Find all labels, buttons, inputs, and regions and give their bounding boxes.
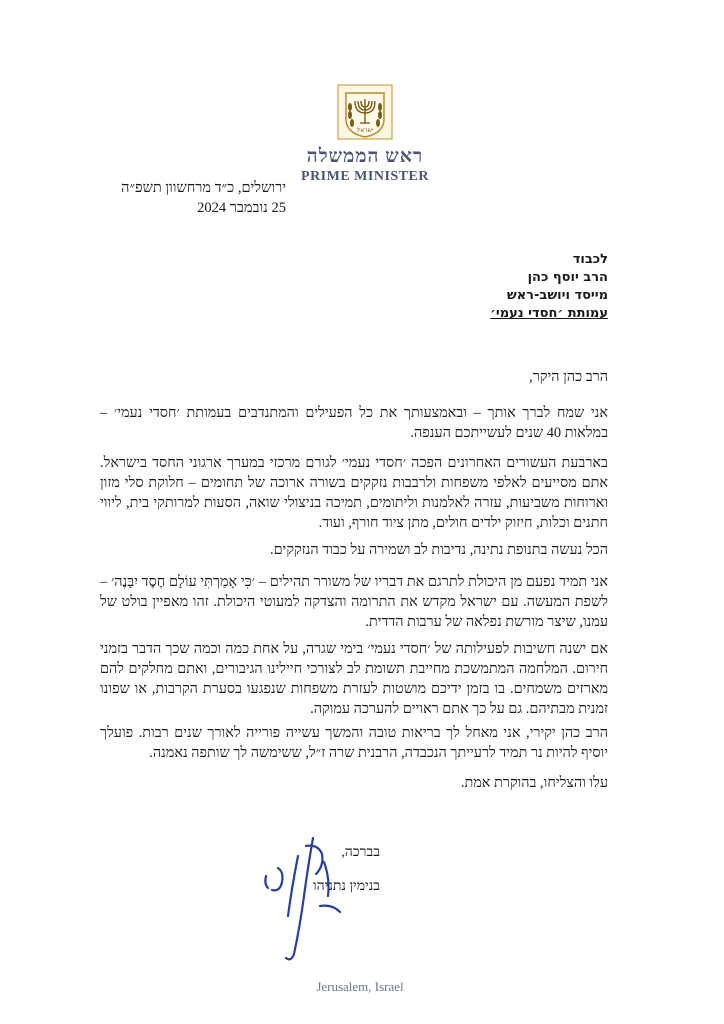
date-hebrew: ירושלים, כ״ד מרחשוון תשפ״ה xyxy=(121,180,286,196)
recipient-line-4: עמותת ׳חסדי נעמי׳ xyxy=(490,306,608,321)
paragraph-4: אני תמיד נפעם מן היכולת לתרגם את דבריו של משורר תהילים – ׳כִּי אָמַרְתִּי עוֹלָם חֶסֶד יִבָּנֶה׳ – לשפת המעשה. עם ישראל מקדש את התרומה והצדקה למעוטי היכולת. זהו מאפיין בולט של עמנו, שיצר מורשת נפלאה של ערבות הדדית. xyxy=(100,574,608,630)
recipient-line-2: הרב יוסף כהן xyxy=(527,270,608,285)
paragraph-7: עלו והצליחו, בהוקרת אמת. xyxy=(460,775,608,791)
signatory-name: בנימין נתניהו xyxy=(313,879,380,894)
emblem-caption: ישראל xyxy=(356,127,374,134)
salutation: הרב כהן היקר, xyxy=(529,369,608,385)
paragraph-5: אם ישנה חשיבות לפעילותה של ׳חסדי נעמי׳ בימי שגרה, על אחת כמה וכמה שכך הדבר בזמני חירום. המלחמה המתמשכת מחייבת תשומת לב לצורכי חיילינו הגיבורים, ואתם מחלקים להם מארזים משמחים. בו בזמן ידיכם מושטות לעזרת משפחות שנפגעו בסערת הקרבות, או שפונו זמנית מבתיהם. גם על כך אתם ראויים להערכה עמוקה. xyxy=(100,641,608,717)
paragraph-1: אני שמח לברך אותך – ובאמצעותך את כל הפעילים והמתנדבים בעמותת ׳חסדי נעמי׳ – במלאות 40 שנים לעשייתכם הענפה. xyxy=(100,405,608,441)
closing-blessing: בברכה, xyxy=(341,845,380,860)
date-gregorian: 25 נובמבר 2024 xyxy=(197,200,286,216)
header-title-english: PRIME MINISTER xyxy=(301,169,429,184)
recipient-line-3: מייסד ויושב-ראש xyxy=(506,288,608,303)
handwritten-signature-icon xyxy=(258,826,348,966)
paragraph-3: הכל נעשה בתנופת נתינה, נדיבות לב ושמירה על כבוד הנזקקים. xyxy=(269,542,608,558)
state-emblem-icon xyxy=(336,83,394,141)
recipient-line-1: לכבוד xyxy=(572,252,608,267)
paragraph-6: הרב כהן יקירי, אני מאחל לך בריאות טובה והמשך עשייה פורייה לאורך שנים רבות. פועלך יוסיף להיות נר תמיד לרעייתך הנכבדה, הרבנית שרה ז״ל, ששימשה לך שותפה נאמנה. xyxy=(100,725,608,761)
paragraph-2: בארבעת העשורים האחרונים הפכה ׳חסדי נעמי׳ לגורם מרכזי במערך ארגוני החסד בישראל. אתם מסייעים לאלפי משפחות ולרבבות נזקקים בשורה ארוכה של תחומים – חלוקת סלי מזון וארוחות משביעות, עזרה לאלמנות וליתומים, תמיכה בניצולי שואה, הסעות למרותקי בית, ליווי חתנים וכלות, חיזוק ילדים חולים, מתן ציוד חורף, ועוד. xyxy=(100,455,608,531)
header-title-hebrew: ראש הממשלה xyxy=(306,146,424,167)
footer-location: Jerusalem, Israel xyxy=(316,979,404,994)
